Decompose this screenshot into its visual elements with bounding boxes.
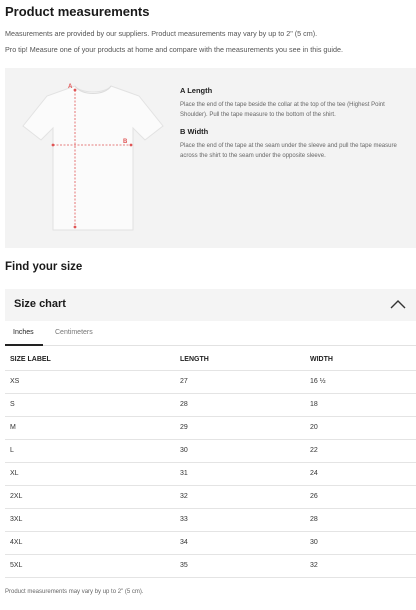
- size-label-cell: M: [10, 424, 16, 431]
- length-cell: 33: [180, 516, 188, 523]
- table-row: [5, 486, 416, 509]
- size-label-cell: XL: [10, 470, 19, 477]
- table-row: [5, 555, 416, 578]
- size-label-cell: 3XL: [10, 516, 23, 523]
- table-row: [5, 371, 416, 394]
- b-width-text: Place the end of the tape at the seam under the sleeve and pull the tape measure across the shirt to the seam under the opposite sleeve.: [180, 143, 397, 159]
- a-length-title: A Length: [180, 86, 213, 95]
- width-cell: 22: [310, 447, 318, 454]
- label-b: B: [123, 139, 128, 145]
- width-cell: 16 ½: [310, 378, 326, 385]
- measurement-instructions: [180, 86, 402, 168]
- tab-centimeters[interactable]: Centimeters: [55, 329, 93, 336]
- size-chart-title: Size chart: [14, 298, 66, 310]
- tshirt-icon: [17, 74, 169, 242]
- table-row: [5, 394, 416, 417]
- size-label-cell: 5XL: [10, 562, 23, 569]
- table-row: [5, 509, 416, 532]
- table-row: [5, 463, 416, 486]
- size-label-cell: L: [10, 447, 14, 454]
- pro-tip-text: Pro tip! Measure one of your products at home and compare with the measurements you see in this guide.: [5, 45, 343, 54]
- column-header-width: WIDTH: [310, 356, 333, 363]
- column-header-size-label: SIZE LABEL: [10, 356, 51, 363]
- size-chart-header[interactable]: [5, 289, 416, 321]
- table-header-row: [5, 349, 416, 371]
- size-label-cell: 4XL: [10, 539, 23, 546]
- tab-inches[interactable]: Inches: [13, 329, 34, 336]
- length-cell: 32: [180, 493, 188, 500]
- b-width-title: B Width: [180, 127, 209, 136]
- active-tab-indicator: [5, 344, 43, 346]
- width-cell: 18: [310, 401, 318, 408]
- table-row: [5, 440, 416, 463]
- width-cell: 24: [310, 470, 318, 477]
- width-cell: 28: [310, 516, 318, 523]
- table-row: [5, 532, 416, 555]
- width-cell: 26: [310, 493, 318, 500]
- product-measurements-title: Product measurements: [5, 4, 150, 19]
- length-cell: 30: [180, 447, 188, 454]
- size-chart-footnote: Product measurements may vary by up to 2" (5 cm).: [5, 589, 144, 595]
- size-label-cell: XS: [10, 378, 20, 385]
- label-a: A: [68, 84, 73, 90]
- find-your-size-title: Find your size: [5, 261, 83, 273]
- size-label-cell: 2XL: [10, 493, 23, 500]
- column-header-length: LENGTH: [180, 356, 209, 363]
- table-row: [5, 417, 416, 440]
- width-cell: 30: [310, 539, 318, 546]
- length-cell: 27: [180, 378, 188, 385]
- a-length-text: Place the end of the tape beside the collar at the top of the tee (Highest Point Shoulder). Pull the tape measure to the bottom of the shirt.: [180, 102, 385, 118]
- measurement-guide-panel: [5, 68, 416, 248]
- chevron-up-icon[interactable]: [390, 298, 406, 310]
- size-table: [5, 349, 416, 578]
- length-cell: 28: [180, 401, 188, 408]
- tshirt-diagram: [17, 74, 169, 242]
- unit-tabs: [5, 322, 416, 346]
- length-cell: 35: [180, 562, 188, 569]
- width-cell: 32: [310, 562, 318, 569]
- measurements-intro-text: Measurements are provided by our suppliers. Product measurements may vary by up to 2" (5 cm).: [5, 29, 318, 38]
- width-cell: 20: [310, 424, 318, 431]
- length-cell: 29: [180, 424, 188, 431]
- length-cell: 34: [180, 539, 188, 546]
- length-cell: 31: [180, 470, 188, 477]
- size-label-cell: S: [10, 401, 15, 408]
